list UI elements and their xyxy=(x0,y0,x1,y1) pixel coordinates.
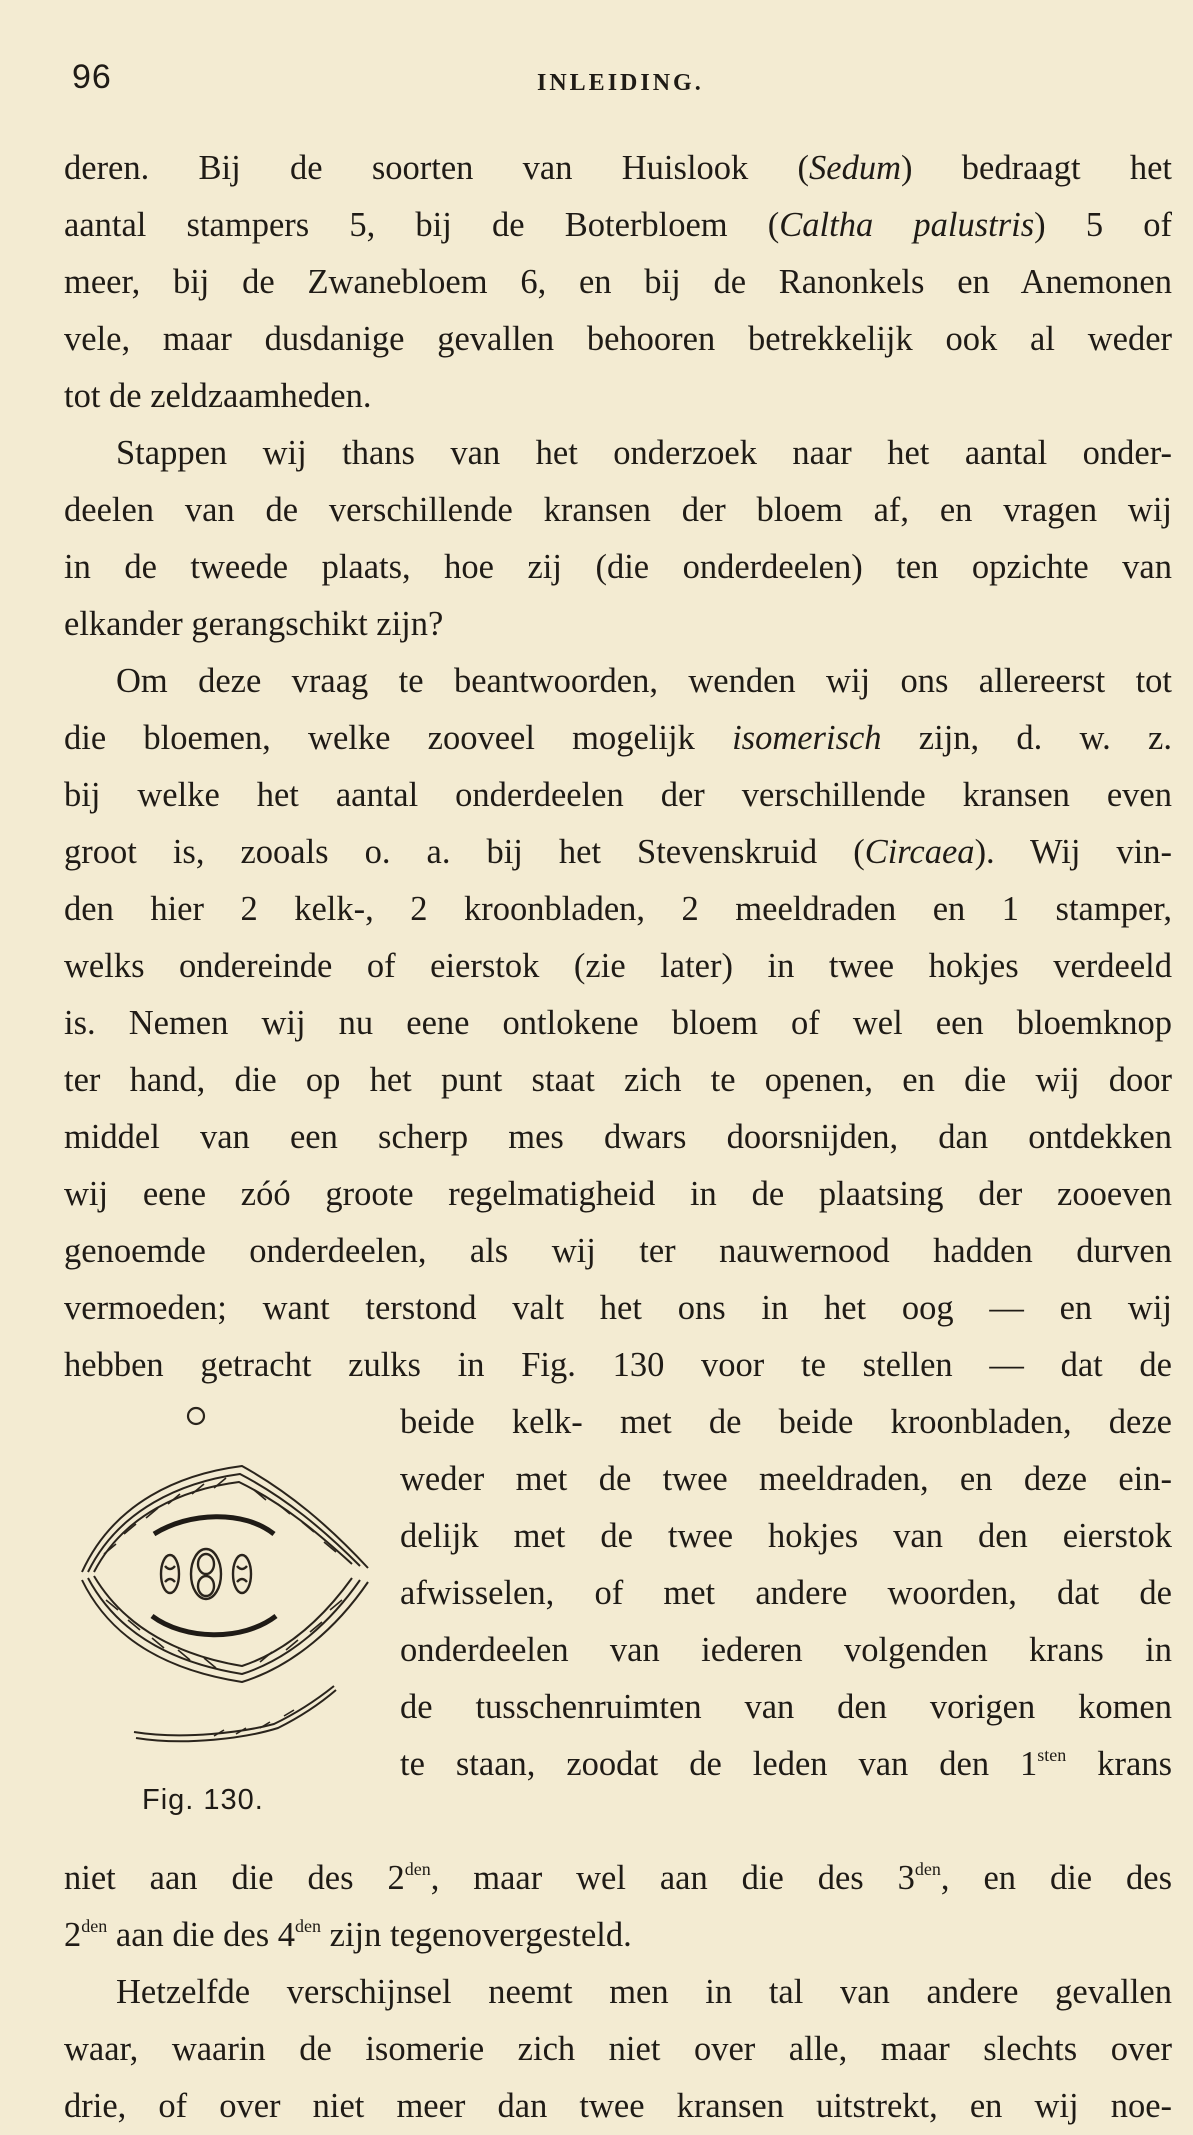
italic-term: Sedum xyxy=(809,149,902,187)
text-line: deelen van de verschillende kransen der bloem af, en vragen wij xyxy=(64,491,1172,529)
floral-diagram xyxy=(64,1394,394,1784)
text-line: den hier 2 kelk-, 2 kroonbladen, 2 meeldraden en 1 stamper, xyxy=(64,890,1172,928)
text-line: welks ondereinde of eierstok (zie later) in twee hokjes verdeeld xyxy=(64,947,1172,985)
figure-caption: Fig. 130. xyxy=(142,1784,264,1816)
paragraph-2 xyxy=(64,425,1172,653)
italic-term: Caltha palustris xyxy=(779,206,1035,244)
figure-130 xyxy=(64,1394,394,1850)
page-number: 96 xyxy=(72,58,112,96)
text-line: vermoeden; want terstond valt het ons in het oog — en wij xyxy=(64,1289,1172,1327)
text-line: groot is, zooals o. a. bij het Stevenskruid (Circaea). Wij vin- xyxy=(64,833,1172,871)
text-line: $2^{den}$ aan die des $4^{den}$ zijn tegenovergesteld. xyxy=(64,1916,632,1954)
paragraph-3 xyxy=(64,653,1172,1394)
text-line: middel van een scherp mes dwars doorsnijden, dan ontdekken xyxy=(64,1118,1172,1156)
figure-wrap-text xyxy=(400,1394,1172,1793)
paragraph-1 xyxy=(64,140,1172,425)
text-line: Stappen wij thans van het onderzoek naar het aantal onder- xyxy=(116,434,1172,472)
text-line: die bloemen, welke zooveel mogelijk isomerisch zijn, d. w. z. xyxy=(64,719,1172,757)
text-line: genoemde onderdeelen, als wij ter nauwernood hadden durven xyxy=(64,1232,1172,1270)
text-line: te staan, zoodat de leden van den $1^{sten}$ krans xyxy=(400,1745,1172,1783)
text-line: de tusschenruimten van den vorigen komen xyxy=(400,1688,1172,1726)
text-line: beide kelk- met de beide kroonbladen, deze xyxy=(400,1403,1172,1441)
text-line: aantal stampers 5, bij de Boterbloem (Caltha palustris) 5 of xyxy=(64,206,1172,244)
text-line: vele, maar dusdanige gevallen behooren betrekkelijk ook al weder xyxy=(64,320,1172,358)
text-line: bij welke het aantal onderdeelen der verschillende kransen even xyxy=(64,776,1172,814)
text-line: elkander gerangschikt zijn? xyxy=(64,605,444,643)
italic-term: Circaea xyxy=(864,833,975,871)
text-line: Hetzelfde verschijnsel neemt men in tal van andere gevallen xyxy=(116,1973,1172,2011)
text-line: onderdeelen van iederen volgenden krans in xyxy=(400,1631,1172,1669)
text-line: wij eene zóó groote regelmatigheid in de plaatsing der zooeven xyxy=(64,1175,1172,1213)
text-line: weder met de twee meeldraden, en deze ein- xyxy=(400,1460,1172,1498)
text-line: is. Nemen wij nu eene ontlokene bloem of wel een bloemknop xyxy=(64,1004,1172,1042)
text-line: ter hand, die op het punt staat zich te openen, en die wij door xyxy=(64,1061,1172,1099)
paragraph-4 xyxy=(64,1964,1172,2135)
text-line: afwisselen, of met andere woorden, dat de xyxy=(400,1574,1172,1612)
text-line: hebben getracht zulks in Fig. 130 voor te stellen — dat de xyxy=(64,1346,1172,1384)
paragraph-3-end xyxy=(64,1850,1172,1964)
text-line: tot de zeldzaamheden. xyxy=(64,377,372,415)
italic-term: isomerisch xyxy=(732,719,882,757)
page-header xyxy=(72,58,1172,108)
running-head: INLEIDING. xyxy=(537,70,704,96)
text-line: niet aan die des $2^{den}$, maar wel aan die des $3^{den}$, en die des xyxy=(64,1859,1173,1897)
text-line: deren. Bij de soorten van Huislook (Sedum) bedraagt het xyxy=(64,149,1172,187)
text-line: meer, bij de Zwanebloem 6, en bij de Ranonkels en Anemonen xyxy=(64,263,1172,301)
figure-block xyxy=(64,1394,1172,1850)
text-line: waar, waarin de isomerie zich niet over alle, maar slechts over xyxy=(64,2030,1172,2068)
text-line: drie, of over niet meer dan twee kransen uitstrekt, en wij noe- xyxy=(64,2087,1172,2125)
body-text xyxy=(64,140,1172,2135)
text-line: delijk met de twee hokjes van den eierstok xyxy=(400,1517,1172,1555)
text-line: in de tweede plaats, hoe zij (die onderdeelen) ten opzichte van xyxy=(64,548,1172,586)
text-line: Om deze vraag te beantwoorden, wenden wij ons allereerst tot xyxy=(116,662,1172,700)
